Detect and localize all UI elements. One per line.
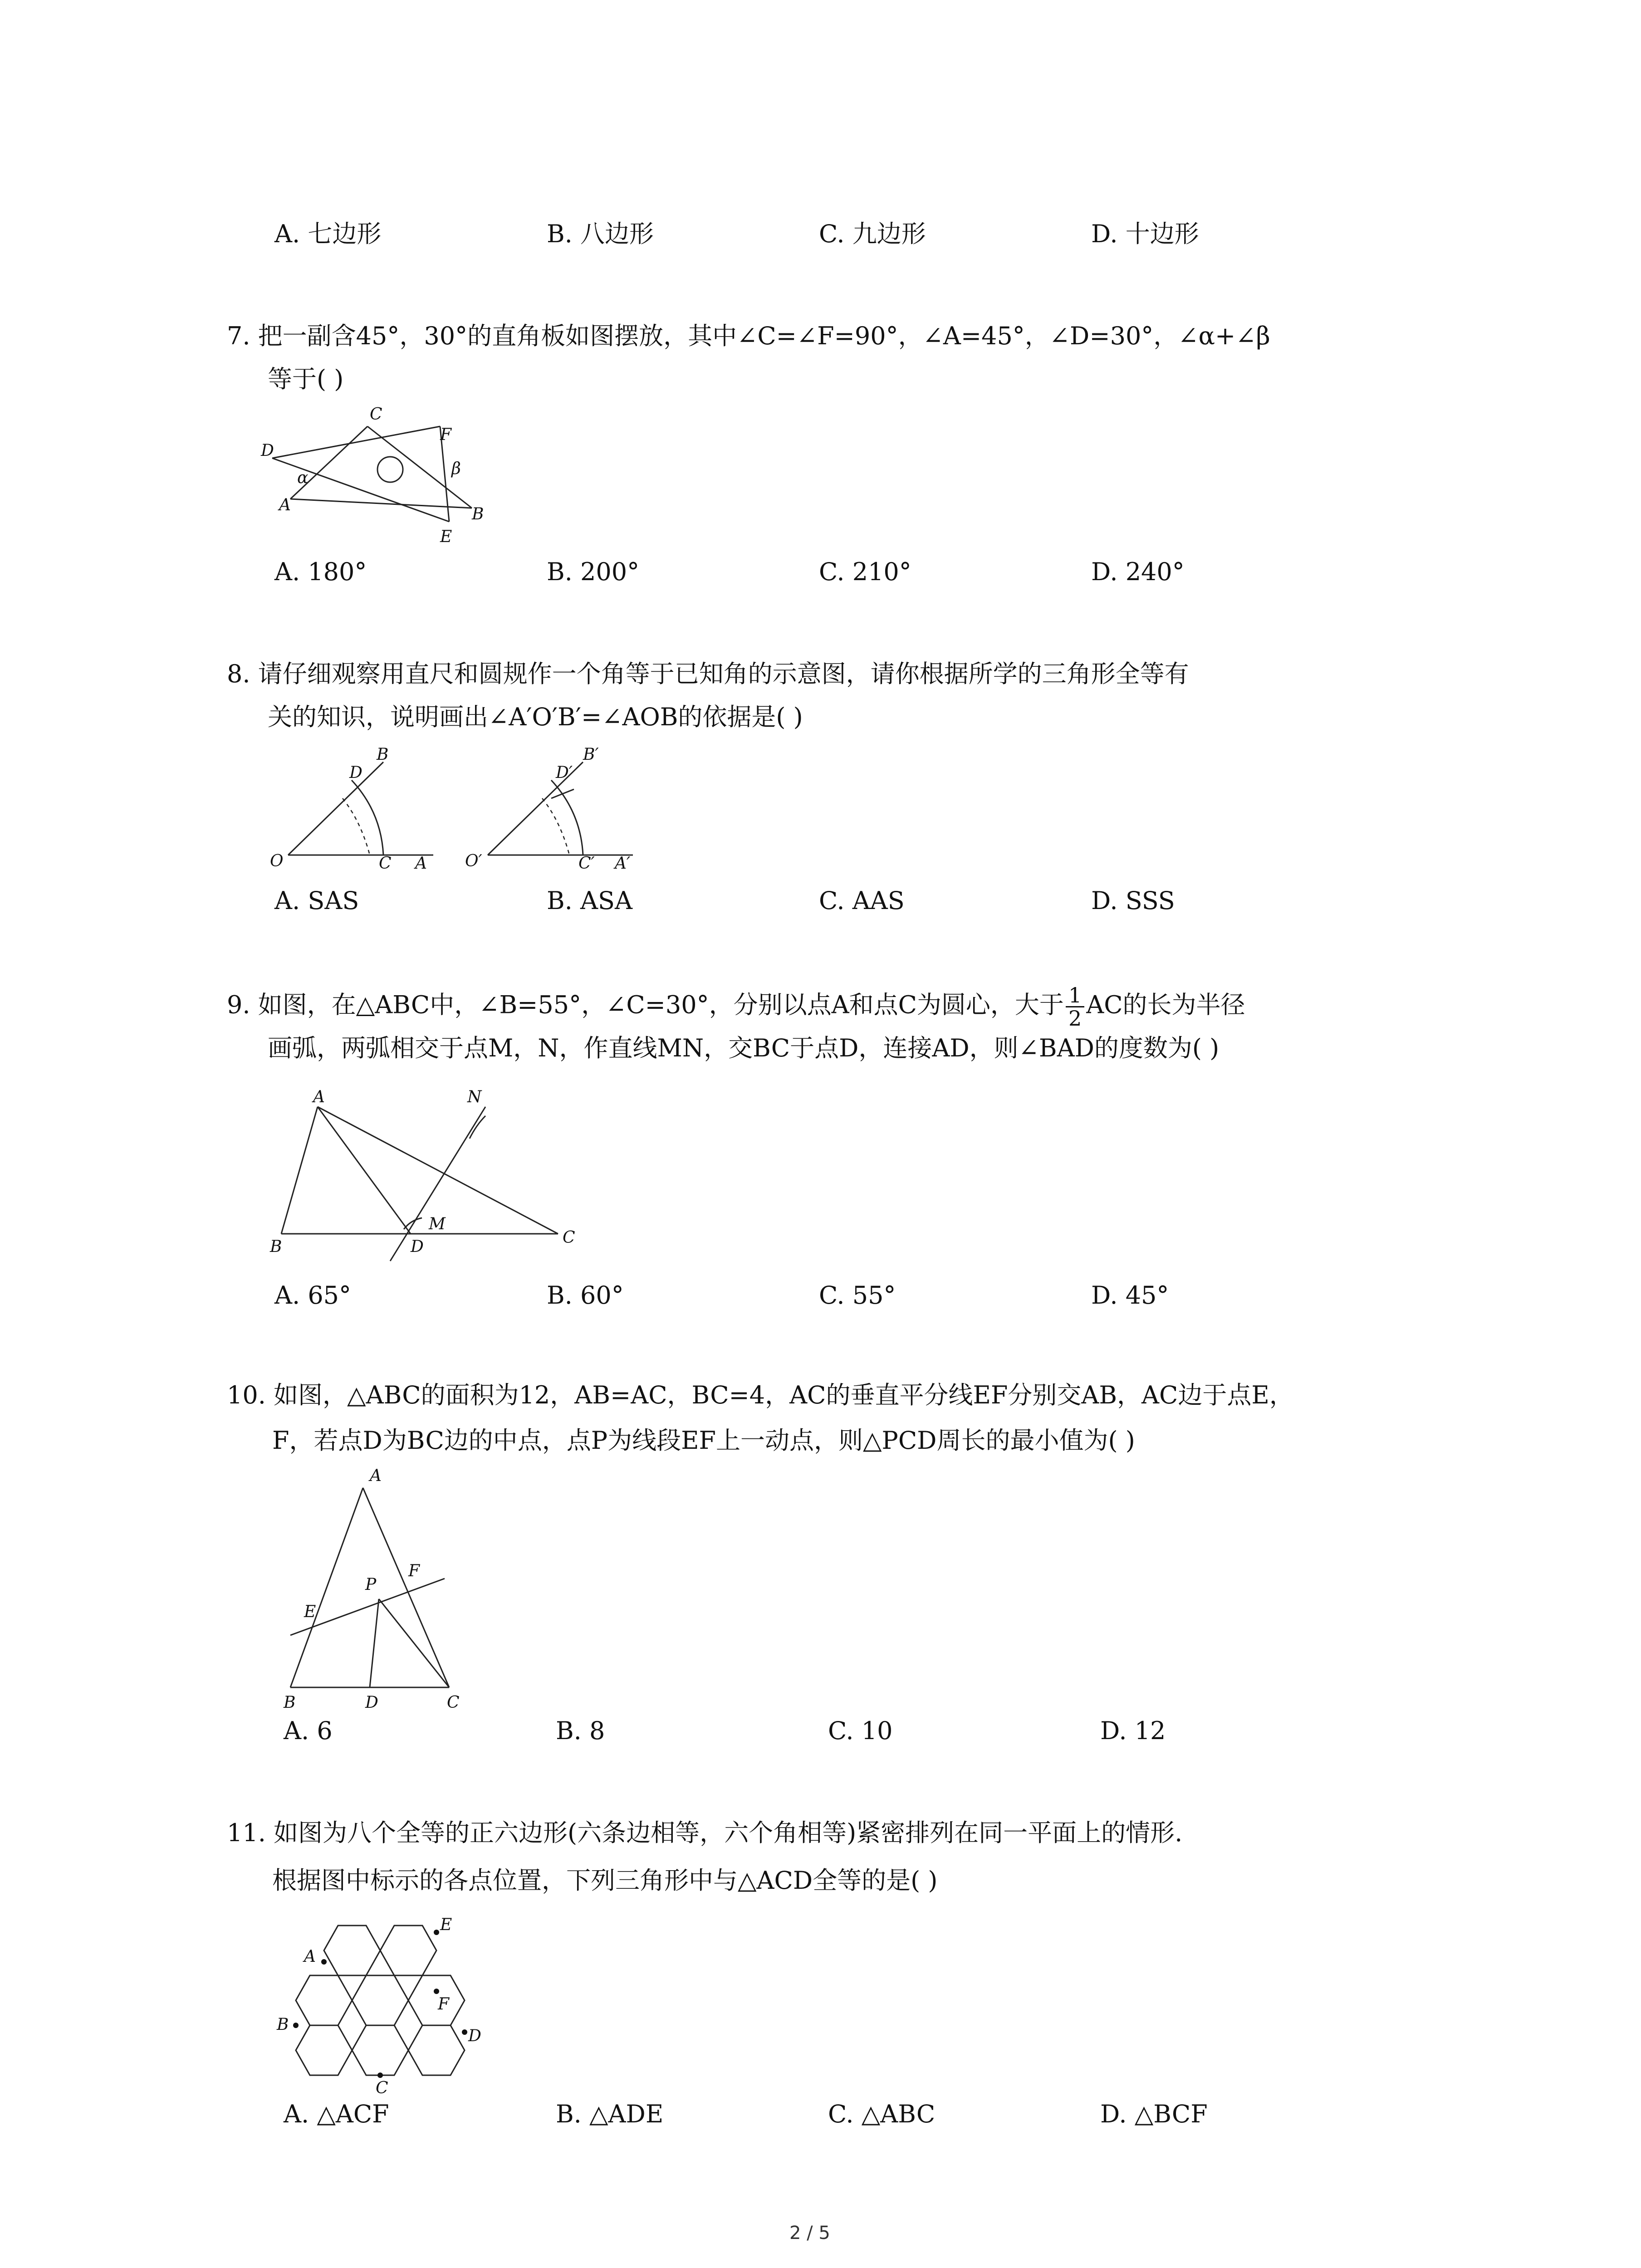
q7-option-c: C. 210° — [819, 557, 911, 586]
q9-figure — [268, 1084, 612, 1266]
q7-label-alpha: α — [297, 469, 309, 487]
q9-label-a: A — [313, 1088, 325, 1106]
q9-option-d: D. 45° — [1091, 1281, 1169, 1310]
q10-option-a: A. 6 — [284, 1716, 333, 1745]
q10-label-f: F — [408, 1562, 420, 1580]
q11-stem-line1: 11. 如图为八个全等的正六边形(六条边相等，六个角相等)紧密排列在同一平面上的情形. — [227, 1818, 1183, 1847]
q8-stem-line2: 关的知识，说明画出∠A′O′B′=∠AOB的依据是( ) — [268, 703, 803, 731]
q11-option-b: B. △ADE — [556, 2100, 664, 2128]
q10-stem-line1: 10. 如图，△ABC的面积为12，AB=AC，BC=4，AC的垂直平分线EF分别交AB，AC边于点E， — [227, 1381, 1294, 1409]
q8-option-b: B. ASA — [547, 886, 632, 915]
q10-label-a: A — [370, 1466, 382, 1485]
q11-option-a: A. △ACF — [284, 2100, 389, 2128]
page-number: 2 / 5 — [789, 2223, 830, 2244]
q6-option-b: B. 八边形 — [547, 220, 654, 248]
q9-label-b: B — [270, 1237, 282, 1256]
q11-figure — [272, 1905, 517, 2096]
q11-option-d: D. △BCF — [1100, 2100, 1208, 2128]
q9-stem-line1-b: AC的长为半径 — [1086, 990, 1245, 1019]
q9-option-a: A. 65° — [274, 1281, 352, 1310]
q9-stem-line1-a: 9. 如图，在△ABC中，∠B=55°，∠C=30°，分别以点A和点C为圆心，大于 — [227, 990, 1064, 1019]
q7-option-d: D. 240° — [1091, 557, 1185, 586]
q8-left-label-a: A — [415, 854, 427, 873]
q10-label-p: P — [365, 1575, 377, 1594]
q8-right-label-c: C′ — [578, 854, 595, 873]
q9-label-d: D — [411, 1237, 424, 1256]
q9-option-c: C. 55° — [819, 1281, 896, 1310]
q9-label-n: N — [467, 1088, 482, 1106]
q7-label-beta: β — [451, 459, 461, 478]
q8-left-label-d: D — [349, 763, 362, 782]
q9-label-m: M — [429, 1215, 446, 1233]
q8-stem-line1: 8. 请仔细观察用直尺和圆规作一个角等于已知角的示意图，请你根据所学的三角形全等有 — [227, 660, 1189, 688]
q10-label-d: D — [365, 1693, 378, 1712]
q7-label-f: F — [440, 425, 451, 444]
q7-option-b: B. 200° — [547, 557, 640, 586]
q6-option-a: A. 七边形 — [274, 220, 382, 248]
q8-right-label-a: A′ — [615, 854, 631, 873]
q9-frac-num: 1 — [1066, 984, 1084, 1007]
q9-fraction — [1066, 984, 1084, 1029]
q6-option-d: D. 十边形 — [1091, 220, 1199, 248]
q8-right-label-o: O′ — [465, 852, 482, 870]
q10-option-c: C. 10 — [828, 1716, 893, 1745]
q7-stem-line2: 等于( ) — [268, 365, 344, 393]
q11-label-f: F — [438, 1995, 449, 2014]
q7-label-e: E — [440, 528, 452, 546]
q9-label-c: C — [563, 1228, 575, 1247]
q9-option-b: B. 60° — [547, 1281, 624, 1310]
q11-label-d: D — [468, 2027, 481, 2045]
q9-stem-line1 — [227, 984, 1245, 1029]
q9-stem-line2: 画弧，两弧相交于点M，N，作直线MN，交BC于点D，连接AD，则∠BAD的度数为( ) — [268, 1034, 1220, 1062]
q7-label-b: B — [472, 505, 484, 523]
q8-left-label-o: O — [270, 852, 284, 870]
q10-option-b: B. 8 — [556, 1716, 605, 1745]
q11-label-e: E — [440, 1916, 452, 1934]
q6-option-c: C. 九边形 — [819, 220, 926, 248]
q8-figure — [265, 744, 719, 880]
q8-right-label-d: D′ — [556, 763, 573, 782]
q9-frac-den: 2 — [1068, 1006, 1082, 1031]
q8-right-label-b: B′ — [583, 745, 599, 764]
q10-label-b: B — [284, 1693, 296, 1712]
q11-label-a: A — [304, 1947, 316, 1966]
q10-option-d: D. 12 — [1100, 1716, 1166, 1745]
q8-option-d: D. SSS — [1091, 886, 1175, 915]
q8-left-label-b: B — [377, 745, 389, 764]
q11-label-c: C — [376, 2079, 388, 2096]
q10-label-c: C — [447, 1693, 460, 1712]
q7-option-a: A. 180° — [274, 557, 367, 586]
q7-stem-line1: 7. 把一副含45°，30°的直角板如图摆放，其中∠C=∠F=90°，∠A=45°，∠D=30°，∠α+∠β — [227, 322, 1270, 350]
q7-label-a: A — [279, 496, 291, 514]
q8-left-label-c: C — [379, 854, 392, 873]
q11-label-b: B — [277, 2015, 289, 2034]
q7-label-c: C — [370, 405, 382, 424]
q8-option-a: A. SAS — [274, 886, 359, 915]
q8-option-c: C. AAS — [819, 886, 905, 915]
q10-stem-line2: F，若点D为BC边的中点，点P为线段EF上一动点，则△PCD周长的最小值为( ) — [272, 1426, 1135, 1455]
q11-stem-line2: 根据图中标示的各点位置，下列三角形中与△ACD全等的是( ) — [272, 1866, 938, 1895]
q11-option-c: C. △ABC — [828, 2100, 936, 2128]
q7-label-d: D — [261, 441, 274, 460]
q7-figure — [259, 399, 504, 549]
q10-label-e: E — [304, 1603, 316, 1621]
q10-figure — [272, 1461, 463, 1715]
